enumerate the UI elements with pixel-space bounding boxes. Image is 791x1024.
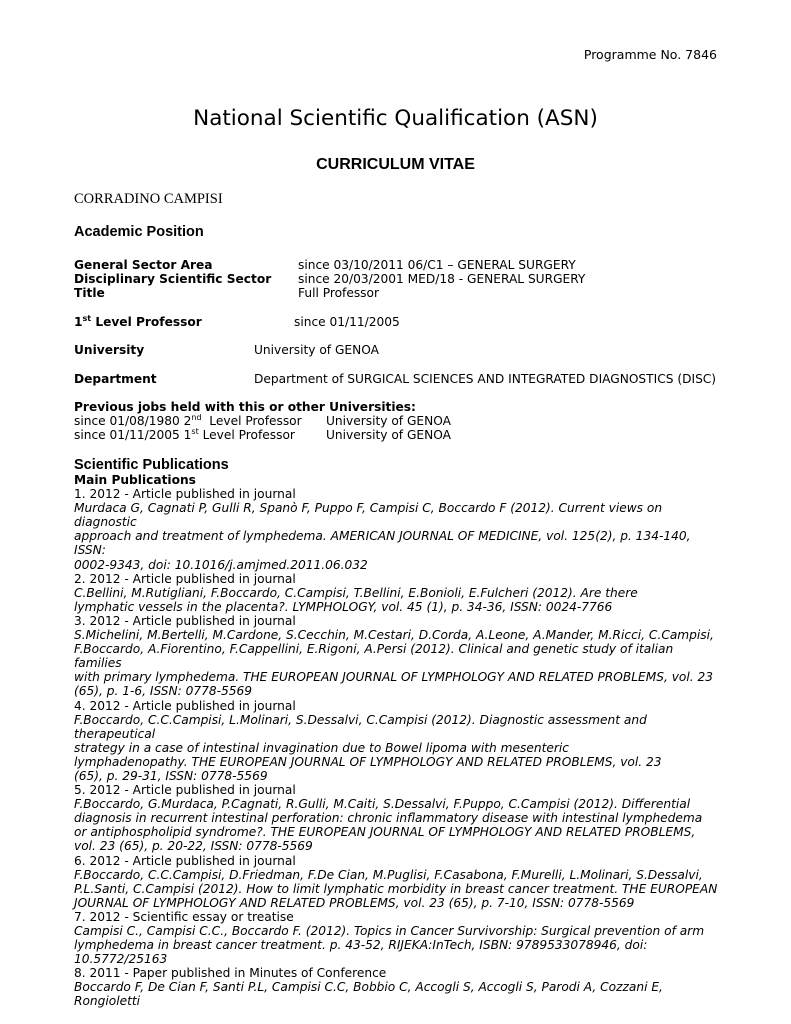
publication-items: [74, 487, 724, 1008]
publication-citation-line: JOURNAL OF LYMPHOLOGY AND RELATED PROBLEMS, vol. 23 (65), p. 7-10, ISSN: 0778-5569: [74, 895, 635, 910]
publication-header: 3. 2012 - Article published in journal: [74, 613, 296, 628]
publication-citation-line: F.Boccardo, C.C.Campisi, L.Molinari, S.Dessalvi, C.Campisi (2012). Diagnostic assessment and therapeutical: [74, 712, 647, 741]
title-label: Title: [74, 286, 105, 300]
level-professor-value: since 01/11/2005: [294, 315, 400, 329]
publication-citation-line: approach and treatment of lymphedema. AMERICAN JOURNAL OF MEDICINE, vol. 125(2), p. 134-140, ISSN:: [74, 529, 691, 558]
main-publications-subtitle: Main Publications: [74, 473, 196, 487]
publication-citation-line: or antiphospholipid syndrome?. THE EUROPEAN JOURNAL OF LYMPHOLOGY AND RELATED PROBLEMS,: [74, 825, 696, 840]
publication-header: 4. 2012 - Article published in journal: [74, 698, 296, 713]
scientific-publications-heading: Scientific Publications: [74, 457, 229, 473]
level-professor-label: 1st Level Professor: [74, 314, 202, 329]
publication-citation-line: (65), p. 29-31, ISSN: 0778-5569: [74, 768, 268, 783]
previous-job-university: University of GENOA: [326, 428, 451, 442]
publication-citation-line: vol. 23 (65), p. 20-22, ISSN: 0778-5569: [74, 839, 313, 854]
publication-header: 2. 2012 - Article published in journal: [74, 571, 296, 586]
university-label: University: [74, 343, 145, 357]
publication-citation-line: (65), p. 1-6, ISSN: 0778-5569: [74, 684, 253, 699]
publication-header: 7. 2012 - Scientific essay or treatise: [74, 909, 294, 924]
publication-citation-line: 0002-9343, doi: 10.1016/j.amjmed.2011.06.032: [74, 557, 368, 572]
disciplinary-sector-value: since 20/03/2001 MED/18 - GENERAL SURGERY: [298, 272, 586, 286]
university-value: University of GENOA: [254, 343, 379, 357]
publication-citation-line: 10.5772/25163: [74, 952, 168, 967]
publication-citation-line: Murdaca G, Cagnati P, Gulli R, Spanò F, Puppo F, Campisi C, Boccardo F (2012). Current views on diagnostic: [74, 501, 663, 530]
title-value: Full Professor: [298, 286, 380, 300]
publication-citation-line: F.Boccardo, C.C.Campisi, D.Friedman, F.De Cian, M.Puglisi, F.Casabona, F.Murelli, L.Molinari, S.Dessalvi,: [74, 867, 703, 882]
previous-job-role: since 01/11/2005 1st Level Professor: [74, 427, 295, 442]
publication-citation-line: C.Bellini, M.Rutigliani, F.Boccardo, C.Campisi, T.Bellini, E.Bonioli, E.Fulcheri (2012). Are there: [74, 585, 638, 600]
publication-citation-line: lymphatic vessels in the placenta?. LYMPHOLOGY, vol. 45 (1), p. 34-36, ISSN: 0024-7766: [74, 599, 613, 614]
publication-citation-line: F.Boccardo, G.Murdaca, P.Cagnati, R.Gulli, M.Caiti, S.Dessalvi, F.Puppo, C.Campisi (2012). Differential: [74, 797, 691, 812]
publication-citation-line: S.Michelini, M.Bertelli, M.Cardone, S.Cecchin, M.Cestari, D.Corda, A.Leone, A.Mander, M.Ricci, C.Campisi,: [74, 628, 714, 643]
previous-job-role: since 01/08/1980 2nd Level Professor: [74, 413, 302, 428]
publication-citation-line: lymphedema in breast cancer treatment. p. 43-52, RIJEKA:InTech, ISBN: 9789533078946, doi:: [74, 938, 648, 953]
department-value: Department of SURGICAL SCIENCES AND INTEGRATED DIAGNOSTICS (DISC): [254, 372, 717, 386]
cv-heading: CURRICULUM VITAE: [316, 156, 475, 173]
publication-citation-line: strategy in a case of intestinal invagination due to Bowel lipoma with mesenteric: [74, 740, 569, 755]
page-title: National Scientific Qualification (ASN): [193, 106, 598, 131]
previous-job-university: University of GENOA: [326, 414, 451, 428]
previous-jobs-heading: Previous jobs held with this or other Universities:: [74, 400, 416, 414]
general-sector-label: General Sector Area: [74, 258, 213, 272]
publication-citation-line: F.Boccardo, A.Fiorentino, F.Cappellini, E.Rigoni, A.Persi (2012). Clinical and genetic study of italian families: [74, 642, 674, 671]
publication-header: 5. 2012 - Article published in journal: [74, 783, 296, 798]
general-sector-value: since 03/10/2011 06/C1 – GENERAL SURGERY: [298, 258, 576, 272]
publication-citation-line: P.L.Santi, C.Campisi (2012). How to limit lymphatic morbidity in breast cancer treatment. THE EUROPEAN: [74, 881, 718, 896]
publication-header: 1. 2012 - Article published in journal: [74, 487, 296, 502]
publication-citation-line: with primary lymphedema. THE EUROPEAN JOURNAL OF LYMPHOLOGY AND RELATED PROBLEMS, vol. 23: [74, 670, 714, 685]
publication-citation-line: Boccardo F, De Cian F, Santi P.L, Campisi C.C, Bobbio C, Accogli S, Accogli S, Parodi A, Cozzani E, Rongioletti: [74, 980, 663, 1009]
disciplinary-sector-label: Disciplinary Scientific Sector: [74, 272, 272, 286]
publication-citation-line: Campisi C., Campisi C.C., Boccardo F. (2012). Topics in Cancer Survivorship: Surgical prevention of arm: [74, 924, 705, 938]
person-name: CORRADINO CAMPISI: [74, 191, 223, 207]
department-label: Department: [74, 372, 157, 386]
publications-list: [74, 473, 724, 1009]
publication-citation-line: diagnosis in recurrent intestinal perforation: chronic inflammatory disease with intestinal lymphedema: [74, 811, 703, 826]
programme-number: Programme No. 7846: [583, 47, 717, 62]
academic-position-heading: Academic Position: [74, 224, 204, 240]
publication-header: 8. 2011 - Paper published in Minutes of Conference: [74, 966, 387, 981]
publication-header: 6. 2012 - Article published in journal: [74, 853, 296, 868]
publication-citation-line: lymphadenopathy. THE EUROPEAN JOURNAL OF LYMPHOLOGY AND RELATED PROBLEMS, vol. 23: [74, 754, 662, 769]
